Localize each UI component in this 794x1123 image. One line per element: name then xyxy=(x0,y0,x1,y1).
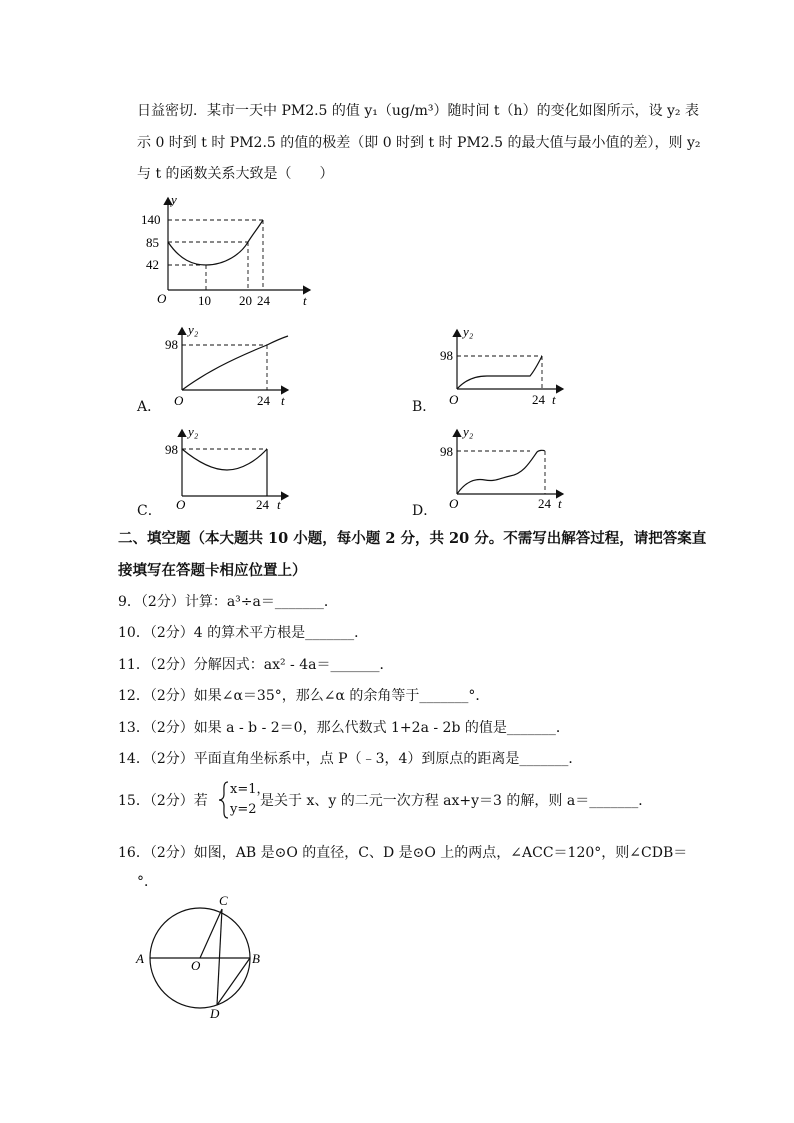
equation-system: x=1， y=2 xyxy=(218,780,260,820)
question-13: 13．（2分）如果 a - b - 2＝0，那么代数式 1+2a - 2b 的值是_______． xyxy=(118,720,570,736)
option-c-label: C． xyxy=(137,503,162,519)
opt-c-xlabel: t xyxy=(277,497,281,512)
main-graph xyxy=(135,192,325,312)
opt-b-end: 24 xyxy=(532,392,545,407)
x-tick-20: 20 xyxy=(239,293,252,308)
question-16-cont: °． xyxy=(137,874,158,890)
point-b: B xyxy=(252,951,260,966)
opt-d-origin: O xyxy=(449,496,459,511)
point-o: O xyxy=(191,958,201,973)
opt-c-max: 98 xyxy=(165,442,178,457)
section2-line-1: 二、填空题（本大题共 10 小题，每小题 2 分，共 20 分。不需写出解答过程，请把答案直 xyxy=(118,530,707,547)
opt-b-ylabel: y₂ xyxy=(463,324,474,339)
opt-a-end: 24 xyxy=(257,393,270,408)
question-16: 16．（2分）如图，AB 是⊙O 的直径，C、D 是⊙O 上的两点，∠ACC＝120°，则∠CDB＝ xyxy=(118,845,688,861)
opt-b-origin: O xyxy=(449,392,459,407)
opt-d-ylabel: y₂ xyxy=(463,424,474,439)
section2-line-2: 接填写在答题卡相应位置上） xyxy=(118,562,307,579)
x-tick-24: 24 xyxy=(257,293,270,308)
intro-line-1: 日益密切．某市一天中 PM2.5 的值 y₁（ug/m³）随时间 t（h）的变化如图所示，设 y₂ 表 xyxy=(137,103,699,119)
option-d-graph xyxy=(435,422,575,515)
y-tick-42: 42 xyxy=(146,257,159,272)
point-c: C xyxy=(219,893,228,908)
main-x-label: t xyxy=(303,293,307,308)
opt-b-max: 98 xyxy=(440,348,453,363)
y-tick-85: 85 xyxy=(146,235,159,250)
opt-c-ylabel: y₂ xyxy=(188,424,199,439)
opt-c-origin: O xyxy=(176,497,186,512)
question-10: 10．（2分）4 的算术平方根是_______． xyxy=(118,625,369,641)
y-tick-140: 140 xyxy=(141,212,161,227)
opt-a-ylabel: y₂ xyxy=(188,322,199,337)
option-b-label: B． xyxy=(412,399,437,415)
opt-a-origin: O xyxy=(174,393,184,408)
intro-line-2: 示 0 时到 t 时 PM2.5 的值的极差（即 0 时到 t 时 PM2.5 的最大值与最小值的差），则 y₂ xyxy=(137,135,701,151)
opt-a-xlabel: t xyxy=(281,393,285,408)
opt-d-xlabel: t xyxy=(558,496,562,511)
option-a-graph xyxy=(160,318,300,410)
question-14: 14．（2分）平面直角坐标系中，点 P（﹣3，4）到原点的距离是_______． xyxy=(118,751,583,767)
question-15: 15．（2分）若 xyxy=(118,793,208,809)
point-a: A xyxy=(136,951,144,966)
option-d-label: D． xyxy=(412,503,438,519)
opt-a-max: 98 xyxy=(165,337,178,352)
question-11: 11．（2分）分解因式：ax² - 4a＝_______． xyxy=(118,657,394,673)
brace-icon xyxy=(218,780,230,820)
option-a-label: A． xyxy=(137,399,162,415)
question-12: 12．（2分）如果∠α＝35°，那么∠α 的余角等于_______°． xyxy=(118,688,490,704)
opt-d-end: 24 xyxy=(538,496,551,511)
opt-d-max: 98 xyxy=(440,444,453,459)
option-c-graph xyxy=(160,420,300,515)
option-b-graph xyxy=(435,322,575,412)
x-tick-10: 10 xyxy=(198,293,211,308)
opt-c-end: 24 xyxy=(256,497,269,512)
intro-line-3: 与 t 的函数关系大致是（ ） xyxy=(137,166,334,182)
opt-b-xlabel: t xyxy=(552,392,556,407)
circle-figure xyxy=(130,890,270,1025)
question-15-tail: 是关于 x、y 的二元一次方程 ax+y＝3 的解，则 a＝_______． xyxy=(260,793,653,809)
question-9: 9．（2分）计算：a³÷a＝_______． xyxy=(118,594,338,610)
point-d: D xyxy=(210,1006,220,1021)
main-y-label: y xyxy=(171,192,177,207)
main-origin: O xyxy=(157,291,167,306)
